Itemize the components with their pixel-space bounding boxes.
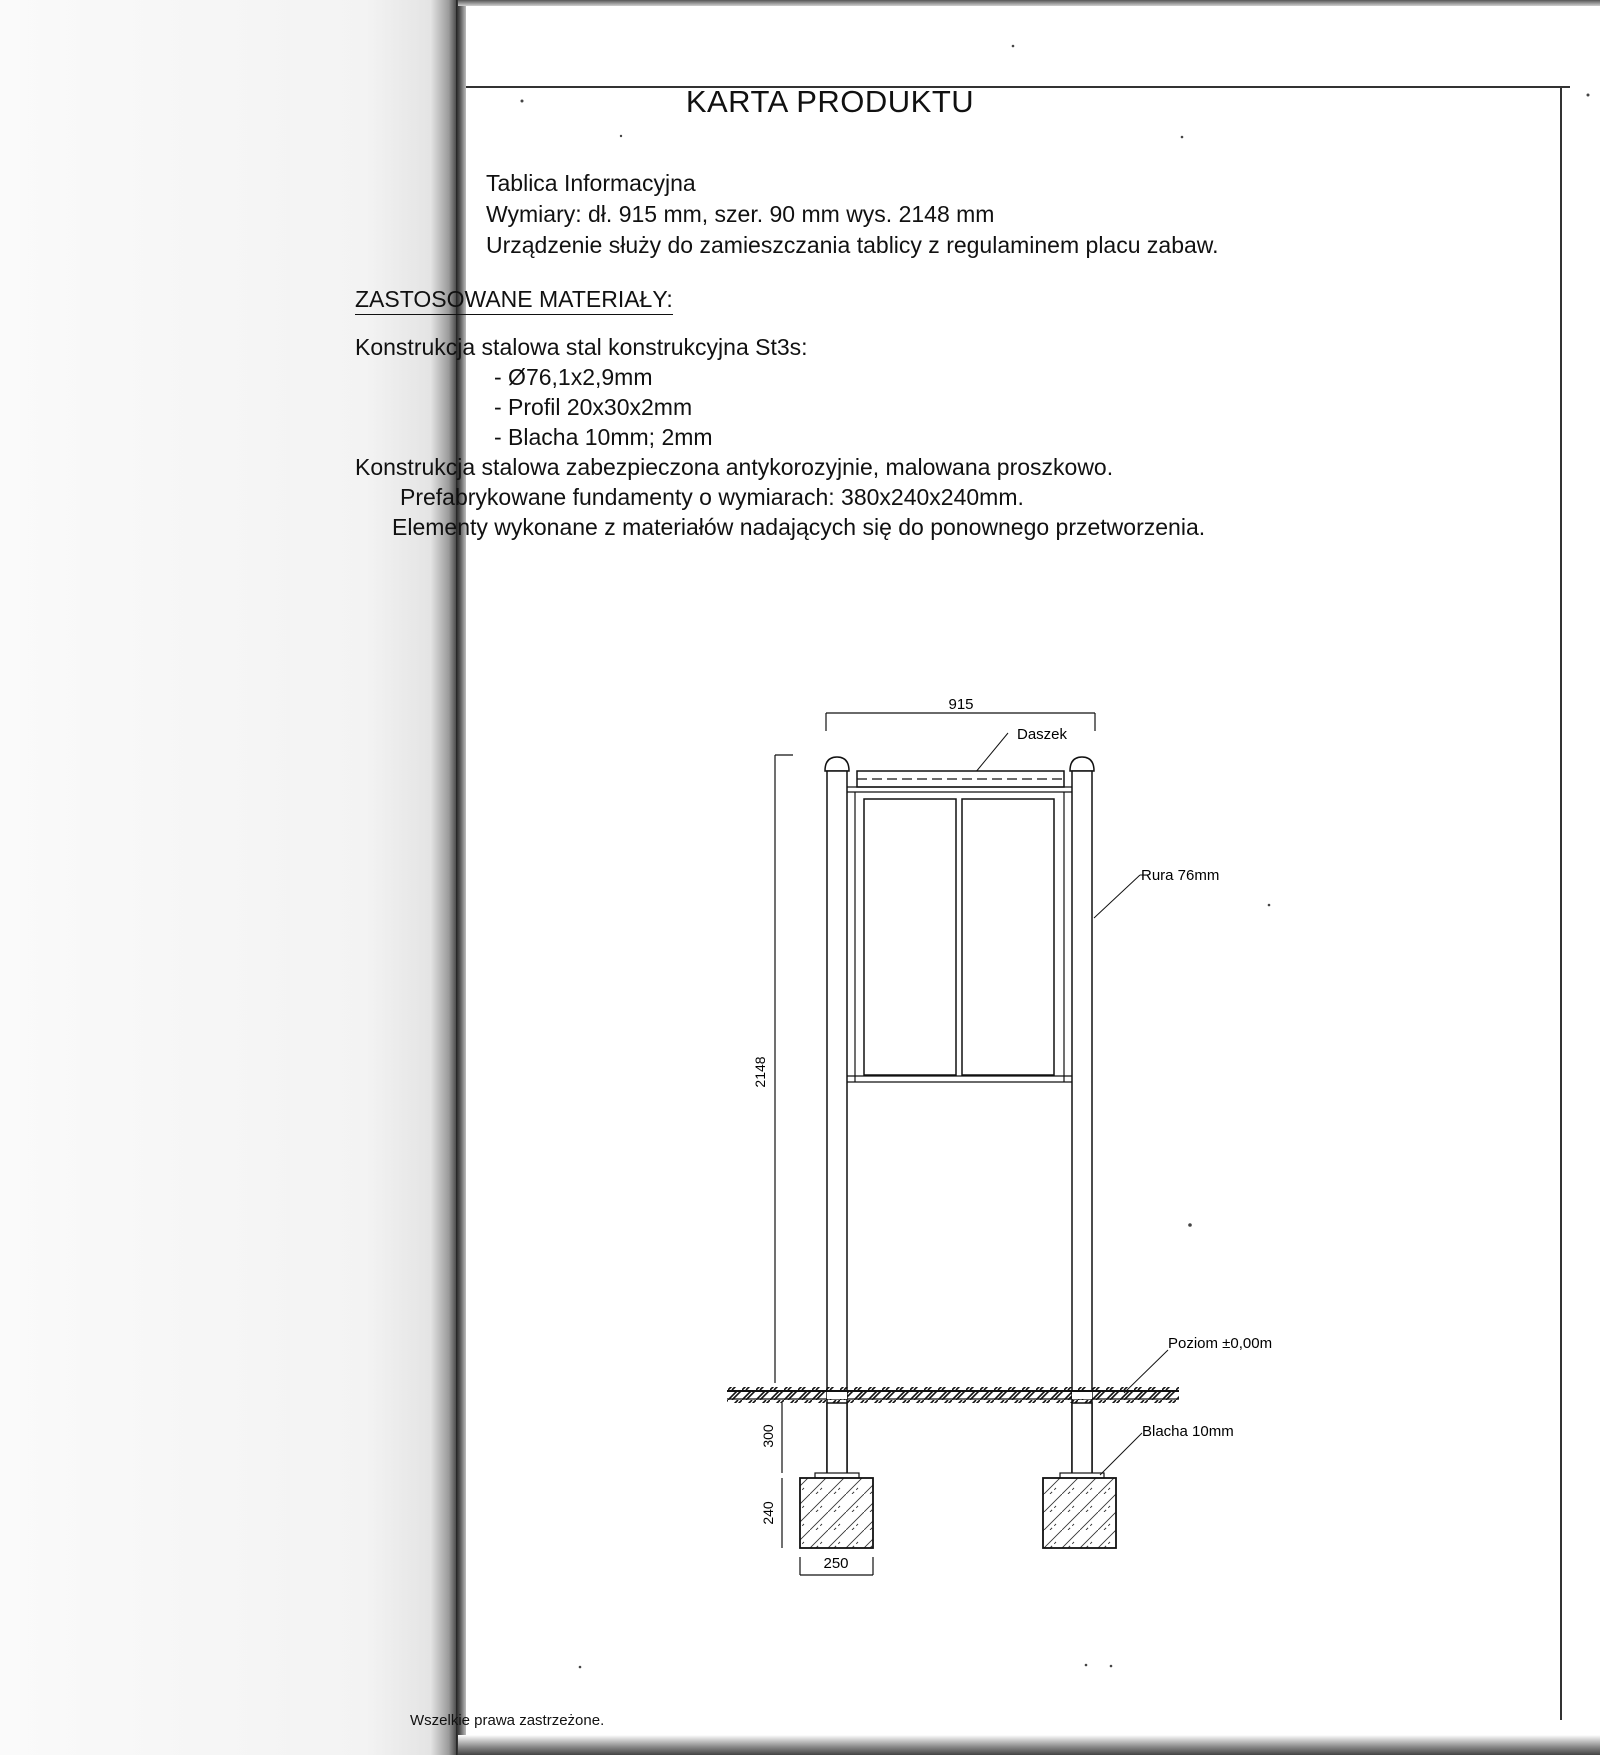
depth-label: 300	[760, 1424, 776, 1448]
foundation-height-label: 240	[760, 1501, 776, 1525]
post-footings	[815, 1403, 1104, 1478]
footer-copyright	[410, 1710, 724, 1734]
foundation-width-label: 250	[823, 1555, 849, 1572]
footer-text: Wszelkie prawa zastrzeżone.	[410, 1712, 605, 1729]
left-post	[825, 757, 849, 1472]
width-label: 915	[948, 696, 974, 713]
materials-note: Prefabrykowane fundamenty o wymiarach: 380x240x240mm.	[400, 484, 1024, 510]
materials-construction: Konstrukcja stalowa stal konstrukcyjna St3s:	[355, 334, 808, 360]
pipe-label: Rura 76mm	[1141, 867, 1220, 884]
roof-label: Daszek	[1017, 726, 1068, 743]
right-foundation	[1043, 1478, 1116, 1548]
page-title: KARTA PRODUKTU	[685, 84, 975, 119]
product-name: Tablica Informacyjna	[486, 170, 696, 196]
level-leader	[1124, 1350, 1168, 1393]
product-purpose: Urządzenie służy do zamieszczania tablicy z regulaminem placu zabaw.	[486, 232, 1219, 258]
materials-item: - Blacha 10mm; 2mm	[494, 424, 713, 450]
materials-note: Konstrukcja stalowa zabezpieczona antykorozyjnie, malowana proszkowo.	[355, 454, 1114, 480]
level-label: Poziom ±0,00m	[1168, 1335, 1273, 1352]
product-dimensions: Wymiary: dł. 915 mm, szer. 90 mm wys. 2148 mm	[486, 201, 995, 227]
pipe-leader	[1094, 875, 1148, 918]
height-dimension	[775, 755, 793, 1383]
scan-specks	[521, 45, 1590, 1669]
right-post	[1070, 757, 1094, 1472]
roof-leader	[975, 733, 1008, 773]
plate-leader	[1100, 1433, 1142, 1475]
left-foundation	[800, 1478, 873, 1548]
materials-item: - Profil 20x30x2mm	[494, 394, 693, 420]
materials-heading: ZASTOSOWANE MATERIAŁY:	[355, 286, 673, 315]
height-label: 2148	[752, 1056, 768, 1088]
board-frame	[847, 792, 1072, 1082]
ground-line	[727, 1387, 1179, 1403]
materials-note: Elementy wykonane z materiałów nadających się do ponownego przetworzenia.	[392, 514, 1206, 540]
roof	[847, 771, 1072, 792]
materials-item: - Ø76,1x2,9mm	[494, 364, 653, 390]
plate-label: Blacha 10mm	[1142, 1423, 1234, 1440]
